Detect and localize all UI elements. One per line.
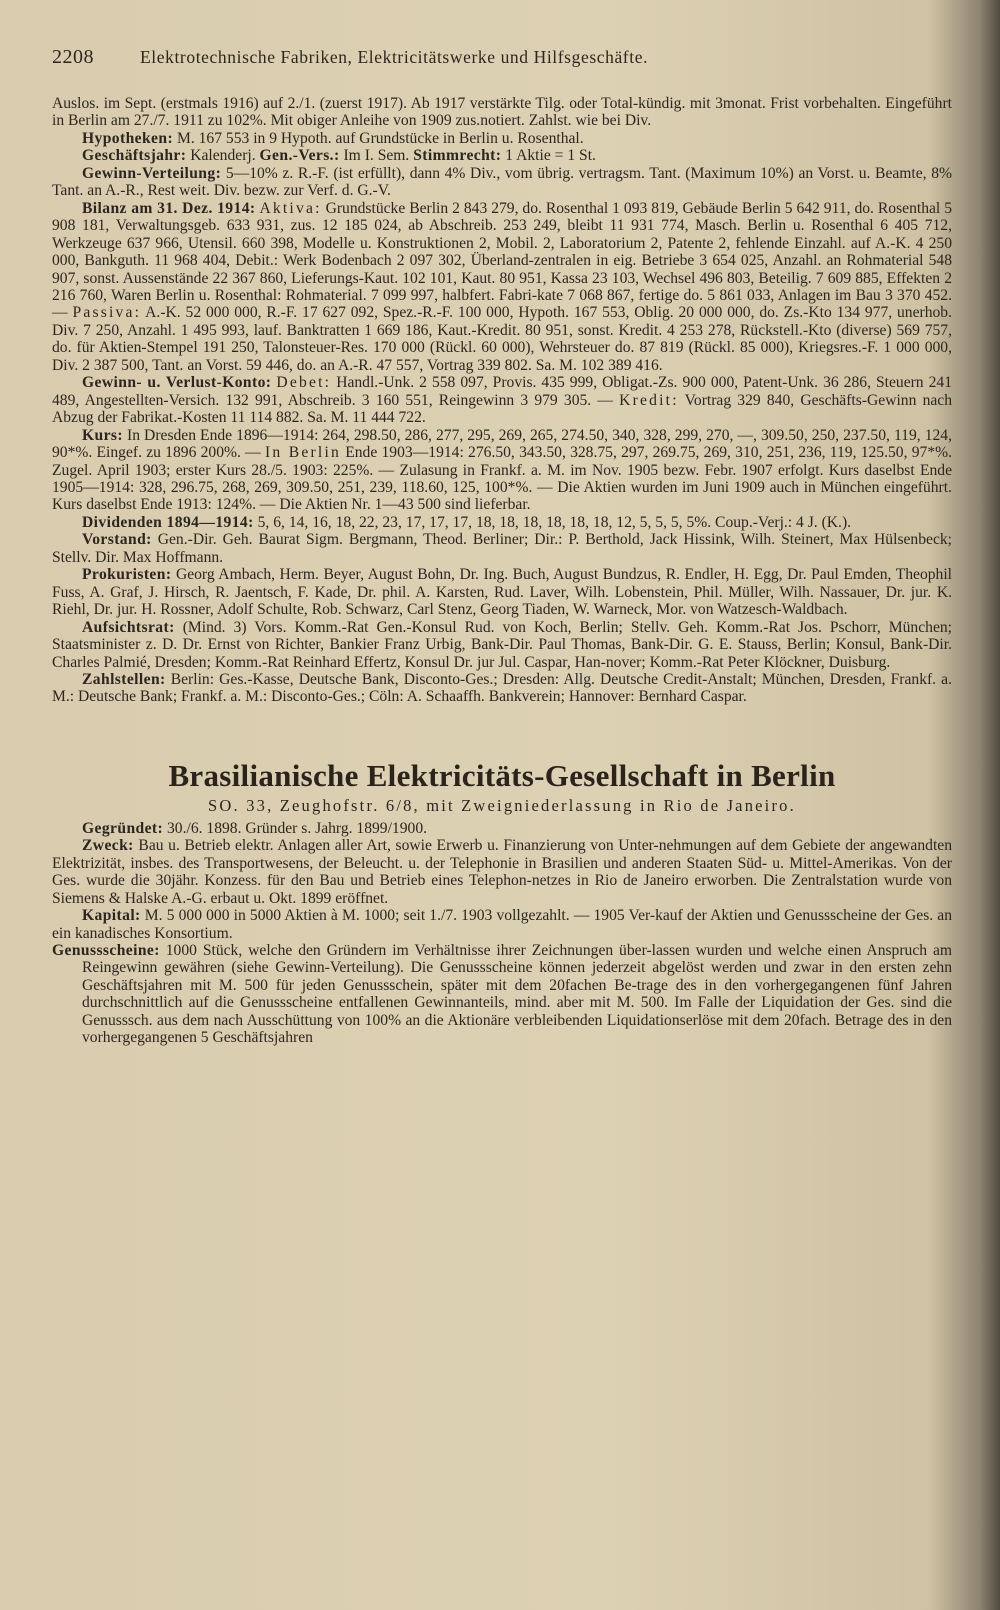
genussscheine-label: Genussscheine:	[52, 942, 160, 960]
company-title: Brasilianische Elektricitäts-Gesellschaft in Berlin	[168, 757, 836, 793]
guv-kredit: Vortrag 329 840, Geschäfts-Gewinn nach Abzug der Fabrikat.-Kosten 11 114 882. Sa. M. 11 444 722.	[52, 391, 953, 427]
stimmrecht-label: Stimmrecht:	[413, 147, 502, 165]
guv-debet: Handl.-Unk. 2 558 097, Provis. 435 999, Obligat.-Zs. 900 000, Patent-Unk. 36 286, Steuern 241 489, Angestellten-Versich. 132 991, Abschreib. 3 160 551, Reingewinn 3 979 305. —	[52, 374, 952, 409]
gegruendet-text: 30./6. 1898. Gründer s. Jahrg. 1899/1900.	[167, 819, 428, 837]
zahlstellen-label: Zahlstellen:	[82, 670, 166, 688]
kapital-text: M. 5 000 000 in 5000 Aktien à M. 1000; seit 1./7. 1903 vollgezahlt. — 1905 Ver-kauf der Aktien und Genussscheine der Ges. an ein kanadisches Konsortium.	[52, 907, 953, 942]
zweck	[52, 837, 952, 907]
kurs-text: In Dresden Ende 1896—1914: 264, 298.50, 286, 277, 295, 269, 265, 274.50, 340, 328, 299, 270, —, 309.50, 250, 237.50, 119, 124, 90*%. Eingef. zu 1896 200%. —	[52, 426, 952, 462]
gewinnverteilung-label: Gewinn-Verteilung:	[82, 164, 222, 182]
entry-brasilianische	[52, 758, 952, 1047]
zahlstellen-text: Berlin: Ges.-Kasse, Deutsche Bank, Disconto-Ges.; Dresden: Allg. Deutsche Credit-Anstalt; München, Dresden, Frankf. a. M.: Deutsche Bank; Frankf. a. M.: Disconto-Ges.; Cöln: A. Schaaffh. Bankverein; Hannover: Bernhard Caspar.	[52, 670, 952, 706]
kurs-text-2: Ende 1903—1914: 276.50, 343.50, 328.75, 297, 269.75, 269, 310, 251, 236, 119, 125.50, 97*%. Zugel. April 1903; erster Kurs 28./5. 1903: 225%. — Zulasung in Frankf. a. M. im Nov. 1905 bezw. Febr. 1907 erfolgt. Kurs daselbst Ende 1905—1914: 328, 296.75, 268, 269, 309.50, 251, 239, 118.60, 125, 100*%. — Die Aktien wurden im Juni 1909 auch in München eingeführt. Kurs daselbst Ende 1913: 124%. — Die Aktien Nr. 1—43 500 sind lieferbar.	[52, 444, 953, 514]
hypotheken-label: Hypotheken:	[82, 129, 174, 147]
stimmrecht-text: 1 Aktie = 1 St.	[505, 147, 596, 165]
vorstand-label: Vorstand:	[82, 531, 152, 549]
passiva-label: Passiva:	[72, 304, 142, 322]
gewinnverteilung-text: 5—10% z. R.-F. (ist erfüllt), dann 4% Div., vom übrig. vertragsm. Tant. (Maximum 10%) an Vorst. u. Beamte, 8% Tant. an A.-R., Rest weit. Div. bezw. zur Verf. d. G.-V.	[52, 164, 952, 200]
genussscheine-text: 1000 Stück, welche den Gründern im Verhältnisse ihrer Zeichnungen über-lassen wurden und welche einen Anspruch am Reingewinn gewähren (siehe Gewinn-Verteilung). Die Genussscheine können jederzeit abgelöst werden und zwar in den ersten zehn Geschäftsjahren mit M. 500 für jeden Genussschein, später mit dem 20fachen Be-trage des in den vorhergegangenen fünf Jahren durchschnittlich auf die Genussscheine entfallenen Gewinnanteils, mind. aber mit M. 500. Im Falle der Liquidation der Ges. sind die Genusssch. aus dem nach Ausschüttung von 100% an die Aktionäre verbleibenden Liquidationserlöse mit dem 20fach. Betrage des in den vorhergegangenen 5 Geschäftsjahren	[82, 942, 953, 1047]
bilanz-passiva: A.-K. 52 000 000, R.-F. 17 627 092, Spez.-R.-F. 100 000, Hypoth. 167 553, Oblig. 20 000 000, do. Zs.-Kto 134 977, unerhob. Div. 7 250, Anzahl. 1 495 993, lauf. Banktratten 1 669 186, Kaut.-Kredit. 80 951, sonst. Kredit. 4 253 278, Rückstell.-Kto (diverse) 569 757, do. für Aktien-Stempel 191 250, Talonsteuer-Res. 170 000 (Rückl. 60 000), Wehrsteuer do. 87 819 (Rückl. 85 000), Kriegsres.-F. 1 000 000, Div. 2 387 500, Tant. an Vorst. 59 446, do. an A.-R. 47 557, Vortrag 339 802. Sa. M. 102 389 416.	[52, 304, 952, 374]
aufsichtsrat	[52, 619, 952, 671]
gewinn-verlust-konto	[52, 374, 952, 426]
geschaeftsjahr-label: Geschäftsjahr:	[82, 147, 187, 165]
aufsichtsrat-text: (Mind. 3) Vors. Komm.-Rat Gen.-Konsul Rud. von Koch, Berlin; Stellv. Geh. Komm.-Rat Jos. Pschorr, München; Staatsminister z. D. Dr. Ernst von Richter, Bankier Franz Urbig, Bank-Dir. Paul Thomas, Bank-Dir. G. E. Stauss, Berlin; Konsul, Bank-Dir. Charles Palmié, Dresden; Komm.-Rat Reinhard Effertz, Konsul Dr. jur Jul. Caspar, Han-nover; Komm.-Rat Peter Klöckner, Duisburg.	[52, 618, 952, 671]
zweck-text: Bau u. Betrieb elektr. Anlagen aller Art, sowie Erwerb u. Finanzierung von Unter-nehmungen auf dem Gebiete der angewandten Elektrizität, insbes. des Transportwesens, der Beleucht. u. der Telephonie in Brasilien und anderen Staaten Süd- u. Mittel-Amerikas. Von der Ges. wurde die 30jähr. Konzess. für den Bau und Betrieb eines Telephon-netzes in Rio de Janeiro erworben. Die Zentralstation wurde von Siemens & Halske A.-G. erbaut u. Okt. 1899 eröffnet.	[52, 837, 952, 907]
geschaeftsjahr-line	[52, 147, 952, 164]
dividenden-text: 5, 6, 14, 16, 18, 22, 23, 17, 17, 17, 18, 18, 18, 18, 18, 18, 12, 5, 5, 5, 5%. Coup.-Verj.: 4 J. (K.).	[257, 513, 852, 531]
running-title: Elektrotechnische Fabriken, Elektricitätswerke und Hilfsgeschäfte.	[140, 47, 649, 67]
hypotheken	[52, 130, 952, 147]
kurs	[52, 427, 952, 514]
gewinnverteilung	[52, 165, 952, 200]
anleihe-intro: Auslos. im Sept. (erstmals 1916) auf 2./1. (zuerst 1917). Ab 1917 verstärkte Tilg. oder Total-kündig. mit 3monat. Frist vorbehalten. Eingeführt in Berlin am 27./7. 1911 zu 102%. Mit obiger Anleihe von 1909 zus.notiert. Zahlst. wie bei Div.	[52, 95, 952, 130]
guv-label: Gewinn- u. Verlust-Konto:	[82, 374, 272, 392]
kapital-label: Kapital:	[82, 907, 141, 925]
aufsichtsrat-label: Aufsichtsrat:	[82, 618, 175, 636]
prokuristen	[52, 566, 952, 618]
bilanz-label: Bilanz am 31. Dez. 1914:	[82, 199, 256, 217]
kapital	[52, 907, 952, 942]
genvers-label: Gen.-Vers.:	[259, 147, 340, 165]
page-number: 2208	[52, 46, 94, 68]
genvers-text: Im I. Sem.	[343, 147, 410, 165]
dividenden	[52, 514, 952, 531]
zahlstellen	[52, 671, 952, 706]
page-header	[52, 46, 952, 69]
prokuristen-text: Georg Ambach, Herm. Beyer, August Bohn, Dr. Ing. Buch, August Bundzus, R. Endler, H. Egg, Dr. Paul Emden, Theophil Fuss, A. Graf, J. Hirsch, R. Jaentsch, F. Kade, Dr. phil. A. Karsten, Rud. Laver, Wilh. Lobenstein, Phil. Müller, Wilh. Nassauer, Dr. jur. K. Riehl, Dr. jur. H. Rossner, Adolf Schulte, Rob. Schwarz, Carl Stenz, Georg Tiaden, W. Warneck, Mor. von Watzesch-Waldbach.	[52, 566, 952, 619]
vorstand-text: Gen.-Dir. Geh. Baurat Sigm. Bergmann, Theod. Berliner; Dir.: P. Berthold, Jack Hissink, Wilh. Steinert, Max Hülsenbeck; Stellv. Dir. Max Hoffmann.	[52, 531, 952, 566]
aktiva-label: Aktiva:	[259, 199, 322, 217]
debet-label: Debet:	[276, 374, 332, 392]
kurs-berlin-label: In Berlin	[264, 444, 341, 462]
vorstand	[52, 531, 952, 566]
entry-previous-company	[52, 95, 952, 706]
gegruendet	[52, 820, 952, 837]
prokuristen-label: Prokuristen:	[82, 566, 172, 584]
geschaeftsjahr-text: Kalenderj.	[190, 147, 256, 165]
gegruendet-label: Gegründet:	[82, 819, 164, 837]
company-address: SO. 33, Zeughofstr. 6/8, mit Zweigniederlassung in Rio de Janeiro.	[208, 795, 796, 815]
bilanz-aktiva: Grundstücke Berlin 2 843 279, do. Rosenthal 1 093 819, Gebäude Berlin 5 642 911, do. Rosenthal 5 908 181, Verwaltungsgeb. 633 931, zus. 12 185 024, ab Abschreib. 253 249, bleibt 11 931 774, Masch. Berlin u. Rosenthal 6 405 712, Werkzeuge 637 966, Utensil. 660 398, Modelle u. Konstruktionen 2, Mobil. 2, Laboratorium 2, Patente 2, fehlende Einzahl. auf A.-K. 4 250 000, Bankguth. 11 968 404, Debit.: Werk Bodenbach 2 097 302, Überland-zentralen in eig. Betriebe 3 654 025, Anzahl. an Rohmaterial 548 907, sonst. Aussenstände 22 367 860, Lieferungs-Kaut. 102 101, Kaut. 80 951, Kassa 23 103, Wechsel 496 803, Beteilig. 7 609 885, Effekten 2 216 760, Waren Berlin u. Rosenthal: Rohmaterial. 7 099 997, halbfert. Fabri-kate 7 068 867, fertige do. 5 861 033, Anlagen im Bau 3 370 452. —	[52, 199, 952, 322]
genussscheine	[52, 942, 952, 1047]
kurs-label: Kurs:	[82, 426, 123, 444]
zweck-label: Zweck:	[82, 837, 134, 855]
bilanz	[52, 200, 952, 375]
kredit-label: Kredit:	[619, 391, 679, 409]
hypotheken-text: M. 167 553 in 9 Hypoth. auf Grundstücke in Berlin u. Rosenthal.	[176, 129, 584, 147]
dividenden-label: Dividenden 1894—1914:	[82, 513, 254, 531]
